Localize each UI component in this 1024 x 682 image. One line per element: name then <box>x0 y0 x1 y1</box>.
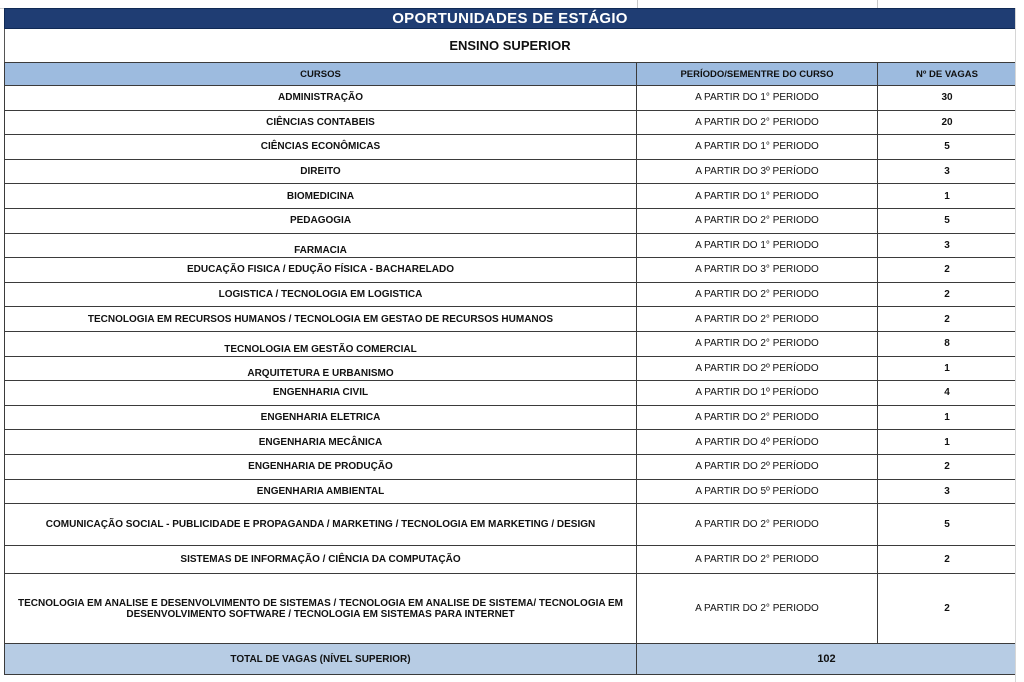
vagas-cell: 2 <box>878 454 1017 479</box>
period-cell: A PARTIR DO 1º PERÍODO <box>637 381 878 406</box>
vagas-cell: 1 <box>878 184 1017 209</box>
period-cell: A PARTIR DO 2° PERIODO <box>637 405 878 430</box>
table-row <box>5 307 1017 332</box>
vagas-cell: 2 <box>878 546 1017 574</box>
course-cell: ENGENHARIA CIVIL <box>5 381 637 406</box>
course-cell: COMUNICAÇÃO SOCIAL - PUBLICIDADE E PROPAGANDA / MARKETING / TECNOLOGIA EM MARKETING / DESIGN <box>5 504 637 546</box>
table-row <box>5 282 1017 307</box>
period-cell: A PARTIR DO 2° PERIODO <box>637 307 878 332</box>
period-cell: A PARTIR DO 2° PERIODO <box>637 208 878 233</box>
period-cell: A PARTIR DO 2º PERÍODO <box>637 356 878 381</box>
course-cell: ADMINISTRAÇÃO <box>5 86 637 111</box>
total-label: TOTAL DE VAGAS (NÍVEL SUPERIOR) <box>5 644 637 675</box>
table-row <box>5 86 1017 111</box>
course-cell: ENGENHARIA DE PRODUÇÃO <box>5 454 637 479</box>
section-subtitle: ENSINO SUPERIOR <box>4 29 1016 62</box>
table-row <box>5 208 1017 233</box>
course-cell: BIOMEDICINA <box>5 184 637 209</box>
table-row <box>5 405 1017 430</box>
table-row <box>5 258 1017 283</box>
course-cell: ENGENHARIA AMBIENTAL <box>5 479 637 504</box>
vagas-cell: 2 <box>878 574 1017 644</box>
course-cell: TECNOLOGIA EM ANALISE E DESENVOLVIMENTO DE SISTEMAS / TECNOLOGIA EM ANALISE DE SISTEMA/ TECNOLOGIA EM DESENVOLVIMENTO SOFTWARE / TECNOLOGIA EM SISTEMAS PARA INTERNET <box>5 574 637 644</box>
table-row <box>5 479 1017 504</box>
table-row <box>5 331 1017 356</box>
internship-table <box>4 62 1017 675</box>
course-cell: ENGENHARIA MECÂNICA <box>5 430 637 455</box>
vagas-cell: 2 <box>878 282 1017 307</box>
table-row <box>5 110 1017 135</box>
period-cell: A PARTIR DO 2° PERIODO <box>637 331 878 356</box>
period-cell: A PARTIR DO 2° PERIODO <box>637 282 878 307</box>
course-cell: DIREITO <box>5 159 637 184</box>
table-row <box>5 184 1017 209</box>
table-row <box>5 574 1017 644</box>
table-row <box>5 381 1017 406</box>
course-cell: ENGENHARIA ELETRICA <box>5 405 637 430</box>
table-row <box>5 135 1017 160</box>
period-cell: A PARTIR DO 2° PERIODO <box>637 110 878 135</box>
vagas-cell: 5 <box>878 208 1017 233</box>
vagas-cell: 3 <box>878 233 1017 258</box>
vagas-cell: 2 <box>878 307 1017 332</box>
course-cell: PEDAGOGIA <box>5 208 637 233</box>
vagas-cell: 8 <box>878 331 1017 356</box>
vagas-cell: 1 <box>878 405 1017 430</box>
total-value: 102 <box>637 644 1017 675</box>
period-cell: A PARTIR DO 2° PERIODO <box>637 574 878 644</box>
period-cell: A PARTIR DO 1° PERIODO <box>637 135 878 160</box>
table-row <box>5 546 1017 574</box>
column-divider <box>877 0 878 8</box>
table-row <box>5 233 1017 258</box>
table-row <box>5 356 1017 381</box>
total-row <box>5 644 1017 675</box>
course-cell: CIÊNCIAS ECONÔMICAS <box>5 135 637 160</box>
course-cell: ARQUITETURA E URBANISMO <box>5 356 637 381</box>
header-cursos: CURSOS <box>5 63 637 86</box>
course-cell: TECNOLOGIA EM RECURSOS HUMANOS / TECNOLOGIA EM GESTAO DE RECURSOS HUMANOS <box>5 307 637 332</box>
period-cell: A PARTIR DO 2° PERIODO <box>637 504 878 546</box>
vagas-cell: 5 <box>878 135 1017 160</box>
course-cell: LOGISTICA / TECNOLOGIA EM LOGISTICA <box>5 282 637 307</box>
vagas-cell: 2 <box>878 258 1017 283</box>
table-row <box>5 454 1017 479</box>
course-cell: SISTEMAS DE INFORMAÇÃO / CIÊNCIA DA COMPUTAÇÃO <box>5 546 637 574</box>
vagas-cell: 30 <box>878 86 1017 111</box>
period-cell: A PARTIR DO 1° PERIODO <box>637 233 878 258</box>
table-row <box>5 159 1017 184</box>
vagas-cell: 1 <box>878 356 1017 381</box>
vagas-cell: 5 <box>878 504 1017 546</box>
header-periodo: PERÍODO/SEMENTRE DO CURSO <box>637 63 878 86</box>
vagas-cell: 20 <box>878 110 1017 135</box>
period-cell: A PARTIR DO 1° PERIODO <box>637 86 878 111</box>
column-divider <box>637 0 638 8</box>
period-cell: A PARTIR DO 5º PERÍODO <box>637 479 878 504</box>
period-cell: A PARTIR DO 3º PERÍODO <box>637 159 878 184</box>
sheet-right-margin <box>1015 8 1024 682</box>
header-vagas: Nº DE VAGAS <box>878 63 1017 86</box>
course-cell: CIÊNCIAS CONTABEIS <box>5 110 637 135</box>
course-cell: TECNOLOGIA EM GESTÃO COMERCIAL <box>5 331 637 356</box>
table-row <box>5 504 1017 546</box>
course-cell: EDUCAÇÃO FISICA / EDUÇÃO FÍSICA - BACHARELADO <box>5 258 637 283</box>
course-cell: FARMACIA <box>5 233 637 258</box>
period-cell: A PARTIR DO 4º PERÍODO <box>637 430 878 455</box>
period-cell: A PARTIR DO 1° PERIODO <box>637 184 878 209</box>
table-row <box>5 430 1017 455</box>
table-header-row <box>5 63 1017 86</box>
period-cell: A PARTIR DO 3° PERIODO <box>637 258 878 283</box>
vagas-cell: 1 <box>878 430 1017 455</box>
vagas-cell: 3 <box>878 159 1017 184</box>
period-cell: A PARTIR DO 2º PERÍODO <box>637 454 878 479</box>
page-title: OPORTUNIDADES DE ESTÁGIO <box>4 8 1016 29</box>
period-cell: A PARTIR DO 2° PERIODO <box>637 546 878 574</box>
vagas-cell: 3 <box>878 479 1017 504</box>
vagas-cell: 4 <box>878 381 1017 406</box>
